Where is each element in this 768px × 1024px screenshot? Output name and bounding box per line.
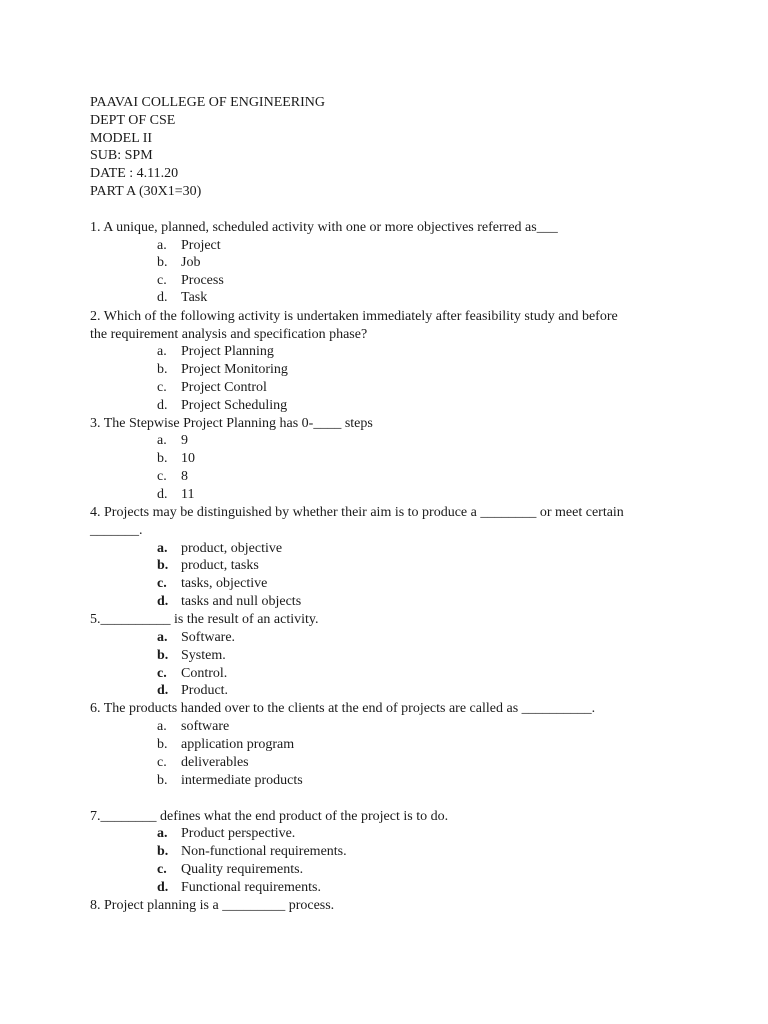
option-text: Project Scheduling	[181, 398, 288, 413]
option-letter: a.	[157, 433, 167, 448]
question-1-option-a	[157, 237, 221, 255]
question-2-option-a	[157, 343, 274, 361]
question-5-option-b	[157, 647, 226, 665]
question-2-option-c	[157, 379, 267, 397]
option-letter: a.	[157, 630, 168, 645]
question-7-text: 7.________ defines what the end product of the project is to do.	[90, 809, 449, 824]
question-7-option-c	[157, 861, 303, 879]
option-text: Non-functional requirements.	[181, 844, 347, 859]
question-1-text: 1. A unique, planned, scheduled activity with one or more objectives referred as___	[90, 220, 558, 235]
option-text: Control.	[181, 666, 228, 681]
question-3-option-c	[157, 468, 188, 486]
question-4-text-line-1: 4. Projects may be distinguished by whether their aim is to produce a ________ or meet certain	[90, 505, 624, 520]
question-5-option-d	[157, 682, 228, 700]
question-1-option-c	[157, 272, 224, 290]
option-text: software	[181, 719, 230, 734]
option-letter: d.	[157, 880, 169, 895]
option-letter: c.	[157, 469, 167, 484]
question-6-option-d	[157, 772, 303, 790]
option-letter: a.	[157, 826, 168, 841]
option-text: Functional requirements.	[181, 880, 321, 895]
option-letter: b.	[157, 255, 168, 270]
option-letter: a.	[157, 238, 167, 253]
question-4-option-b	[157, 557, 259, 575]
question-2-option-d	[157, 397, 287, 415]
option-letter: b.	[157, 773, 168, 788]
subject-label: SUB: SPM	[90, 148, 153, 163]
question-4-option-a	[157, 540, 282, 558]
option-text: Process	[181, 273, 224, 288]
option-letter: c.	[157, 273, 167, 288]
option-text: 9	[181, 433, 188, 448]
question-6-option-c	[157, 754, 249, 772]
option-letter: b.	[157, 737, 168, 752]
option-text: Software.	[181, 630, 236, 645]
question-3-option-d	[157, 486, 194, 504]
option-letter: c.	[157, 862, 167, 877]
exam-date: DATE : 4.11.20	[90, 166, 179, 181]
part-label: PART A (30X1=30)	[90, 184, 202, 199]
option-text: deliverables	[181, 755, 249, 770]
option-text: System.	[181, 648, 226, 663]
option-text: tasks and null objects	[181, 594, 302, 609]
option-text: Product perspective.	[181, 826, 296, 841]
question-4-option-c	[157, 575, 267, 593]
option-letter: b.	[157, 648, 169, 663]
option-text: 8	[181, 469, 188, 484]
college-name: PAAVAI COLLEGE OF ENGINEERING	[90, 95, 326, 110]
question-8-text: 8. Project planning is a _________ process.	[90, 898, 335, 913]
option-text: 10	[181, 451, 195, 466]
question-1-option-b	[157, 254, 200, 272]
question-6-option-a	[157, 718, 229, 736]
option-letter: d.	[157, 398, 168, 413]
option-text: Project Planning	[181, 344, 274, 359]
option-text: tasks, objective	[181, 576, 268, 591]
option-letter: c.	[157, 666, 167, 681]
question-2-text-line-2: the requirement analysis and specification phase?	[90, 327, 368, 342]
model-label: MODEL II	[90, 131, 153, 146]
question-5-option-a	[157, 629, 235, 647]
question-3-option-b	[157, 450, 195, 468]
question-6-text: 6. The products handed over to the clients at the end of projects are called as __________.	[90, 701, 596, 716]
option-letter: d.	[157, 594, 169, 609]
department: DEPT OF CSE	[90, 113, 176, 128]
option-letter: a.	[157, 541, 168, 556]
option-text: intermediate products	[181, 773, 303, 788]
question-5-text: 5.__________ is the result of an activity.	[90, 612, 319, 627]
option-text: product, objective	[181, 541, 283, 556]
question-6-option-b	[157, 736, 294, 754]
question-7-option-a	[157, 825, 295, 843]
question-4-option-d	[157, 593, 301, 611]
option-text: Project Monitoring	[181, 362, 288, 377]
option-letter: c.	[157, 576, 167, 591]
option-text: Quality requirements.	[181, 862, 304, 877]
option-letter: b.	[157, 558, 169, 573]
option-text: Project Control	[181, 380, 267, 395]
option-text: application program	[181, 737, 295, 752]
option-text: Project	[181, 238, 221, 253]
option-text: product, tasks	[181, 558, 259, 573]
option-letter: b.	[157, 844, 169, 859]
option-letter: d.	[157, 487, 168, 502]
option-letter: c.	[157, 380, 167, 395]
option-letter: a.	[157, 344, 167, 359]
option-letter: d.	[157, 290, 168, 305]
question-3-option-a	[157, 432, 188, 450]
option-text: Job	[181, 255, 201, 270]
question-1-option-d	[157, 289, 207, 307]
question-7-option-b	[157, 843, 347, 861]
option-text: Task	[181, 290, 208, 305]
option-text: 11	[181, 487, 195, 502]
option-letter: d.	[157, 683, 169, 698]
option-letter: b.	[157, 451, 168, 466]
question-7-option-d	[157, 879, 321, 897]
option-text: Product.	[181, 683, 229, 698]
option-letter: b.	[157, 362, 168, 377]
question-2-text-line-1: 2. Which of the following activity is undertaken immediately after feasibility study and before	[90, 309, 618, 324]
question-3-text: 3. The Stepwise Project Planning has 0-____ steps	[90, 416, 373, 431]
option-letter: a.	[157, 719, 167, 734]
question-2-option-b	[157, 361, 288, 379]
option-letter: c.	[157, 755, 167, 770]
question-5-option-c	[157, 665, 227, 683]
question-4-text-line-2: _______.	[90, 523, 143, 538]
